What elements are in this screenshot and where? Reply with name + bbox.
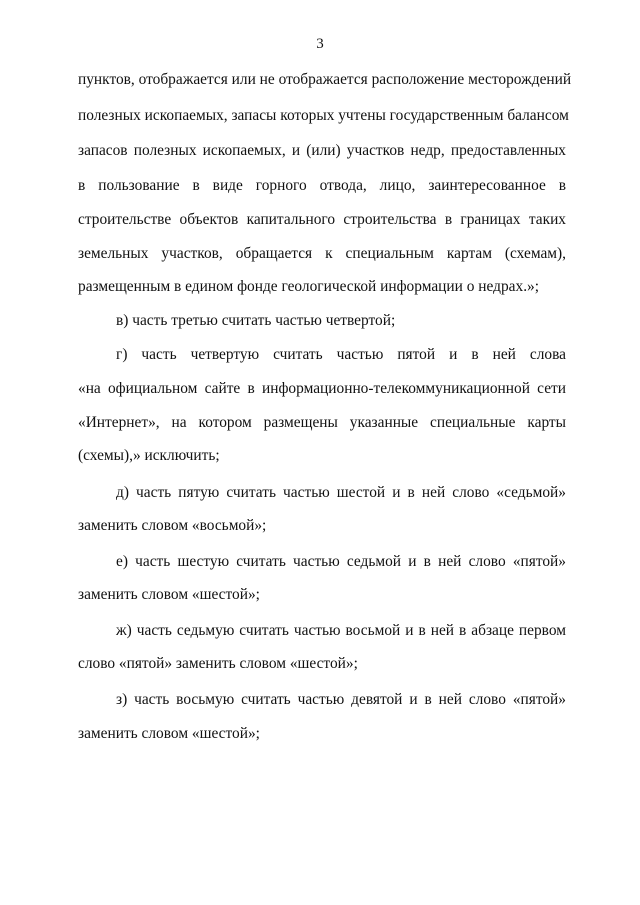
text-line: заменить словом «восьмой»; [78, 517, 267, 534]
paragraph-item-d: д) часть пятую считать частью шестой и в ней слово «седьмой» [116, 484, 566, 501]
text-line: заменить словом «шестой»; [78, 586, 260, 603]
paragraph-item-z: з) часть восьмую считать частью девятой и в ней слово «пятой» [116, 691, 566, 708]
text-line: земельных участков, обращается к специальным картам (схемам), [78, 245, 566, 262]
text-line: размещенным в едином фонде геологической информации о недрах.»; [78, 278, 540, 295]
text-line: слово «пятой» заменить словом «шестой»; [78, 655, 358, 672]
text-line: «Интернет», на котором размещены указанные специальные карты [78, 414, 566, 431]
text-line: (схемы),» исключить; [78, 447, 220, 464]
text-line: пунктов, отображается или не отображается расположение месторождений [78, 71, 572, 88]
text-line: заменить словом «шестой»; [78, 725, 260, 742]
text-line: полезных ископаемых, запасы которых учтены государственным балансом [78, 107, 569, 124]
text-line: «на официальном сайте в информационно-телекоммуникационной сети [78, 380, 566, 397]
paragraph-item-v: в) часть третью считать частью четвертой; [116, 312, 396, 329]
text-line: запасов полезных ископаемых, и (или) участков недр, предоставленных [78, 142, 566, 159]
page-number: 3 [316, 36, 324, 52]
paragraph-item-g: г) часть четвертую считать частью пятой и в ней слова [116, 346, 566, 363]
text-line: строительстве объектов капитального строительства в границах таких [78, 211, 566, 228]
text-line: в пользование в виде горного отвода, лицо, заинтересованное в [78, 177, 566, 194]
paragraph-item-e: е) часть шестую считать частью седьмой и в ней слово «пятой» [116, 553, 566, 570]
paragraph-item-zh: ж) часть седьмую считать частью восьмой и в ней в абзаце первом [116, 622, 566, 639]
